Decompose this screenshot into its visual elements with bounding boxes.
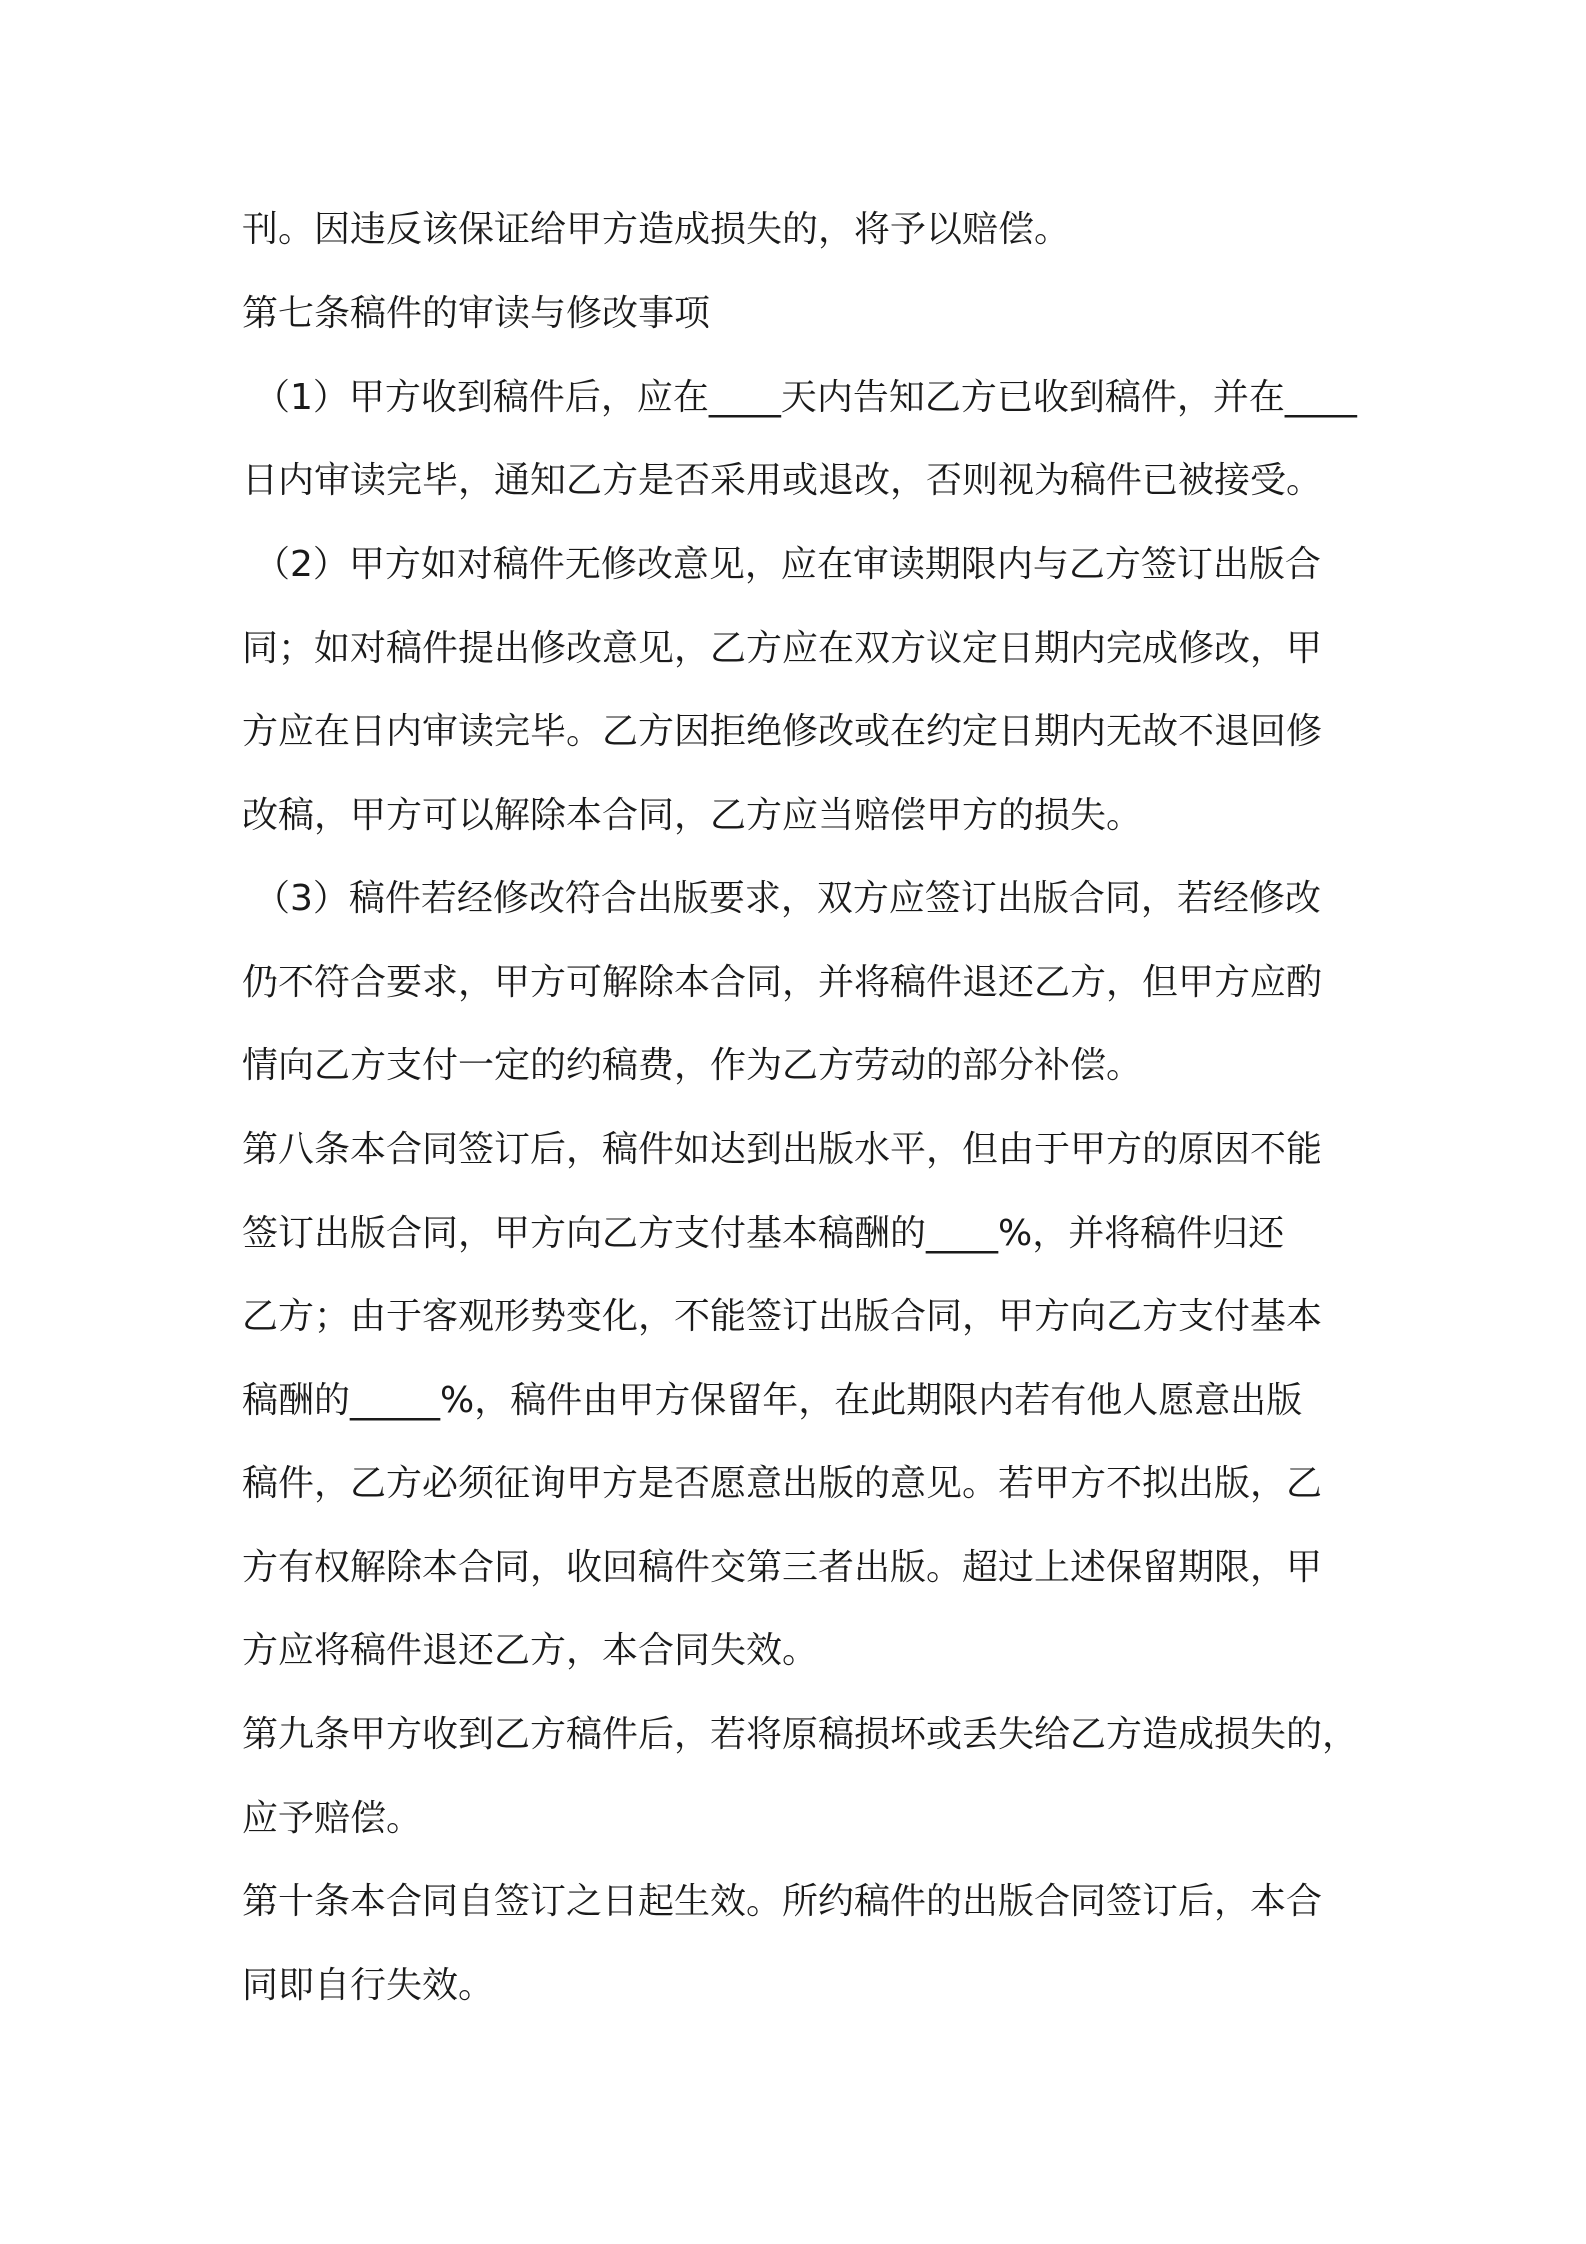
text-line-16: 稿件，乙方必须征询甲方是否愿意出版的意见。若甲方不拟出版，乙 bbox=[242, 1463, 1323, 1504]
text-line-9: （3）稿件若经修改符合出版要求，双方应签订出版合同，若经修改 bbox=[254, 878, 1321, 919]
text-line-11: 情向乙方支付一定的约稿费，作为乙方劳动的部分补偿。 bbox=[242, 1045, 1143, 1086]
text-line-1: 刊。因违反该保证给甲方造成损失的，将予以赔偿。 bbox=[242, 209, 1071, 250]
text-line-10: 仍不符合要求，甲方可解除本合同，并将稿件退还乙方，但甲方应酌 bbox=[242, 962, 1323, 1003]
text-line-20: 应予赔偿。 bbox=[242, 1798, 423, 1839]
section-heading-article-7: 第七条稿件的审读与修改事项 bbox=[242, 293, 711, 334]
text-line-15: 稿酬的_____%，稿件由甲方保留年，在此期限内若有他人愿意出版 bbox=[242, 1380, 1303, 1421]
text-line-4: 日内审读完毕，通知乙方是否采用或退改，否则视为稿件已被接受。 bbox=[242, 460, 1323, 501]
section-heading-article-10: 第十条本合同自签订之日起生效。所约稿件的出版合同签订后，本合 bbox=[242, 1881, 1323, 1922]
text-line-7: 方应在日内审读完毕。乙方因拒绝修改或在约定日期内无故不退回修 bbox=[242, 711, 1323, 752]
text-line-5: （2）甲方如对稿件无修改意见，应在审读期限内与乙方签订出版合 bbox=[254, 544, 1321, 585]
text-line-3: （1）甲方收到稿件后，应在____天内告知乙方已收到稿件，并在____ bbox=[254, 377, 1357, 418]
text-line-13: 签订出版合同，甲方向乙方支付基本稿酬的____%，并将稿件归还 bbox=[242, 1213, 1285, 1254]
section-heading-article-8: 第八条本合同签订后，稿件如达到出版水平，但由于甲方的原因不能 bbox=[242, 1129, 1323, 1170]
section-heading-article-9: 第九条甲方收到乙方稿件后，若将原稿损坏或丢失给乙方造成损失的， bbox=[242, 1714, 1359, 1755]
text-line-6: 同；如对稿件提出修改意见，乙方应在双方议定日期内完成修改，甲 bbox=[242, 628, 1323, 669]
text-line-14: 乙方；由于客观形势变化，不能签订出版合同，甲方向乙方支付基本 bbox=[242, 1296, 1323, 1337]
text-line-22: 同即自行失效。 bbox=[242, 1965, 495, 2006]
text-line-8: 改稿，甲方可以解除本合同，乙方应当赔偿甲方的损失。 bbox=[242, 795, 1143, 836]
text-line-18: 方应将稿件退还乙方，本合同失效。 bbox=[242, 1630, 819, 1671]
text-line-17: 方有权解除本合同，收回稿件交第三者出版。超过上述保留期限，甲 bbox=[242, 1547, 1323, 1588]
